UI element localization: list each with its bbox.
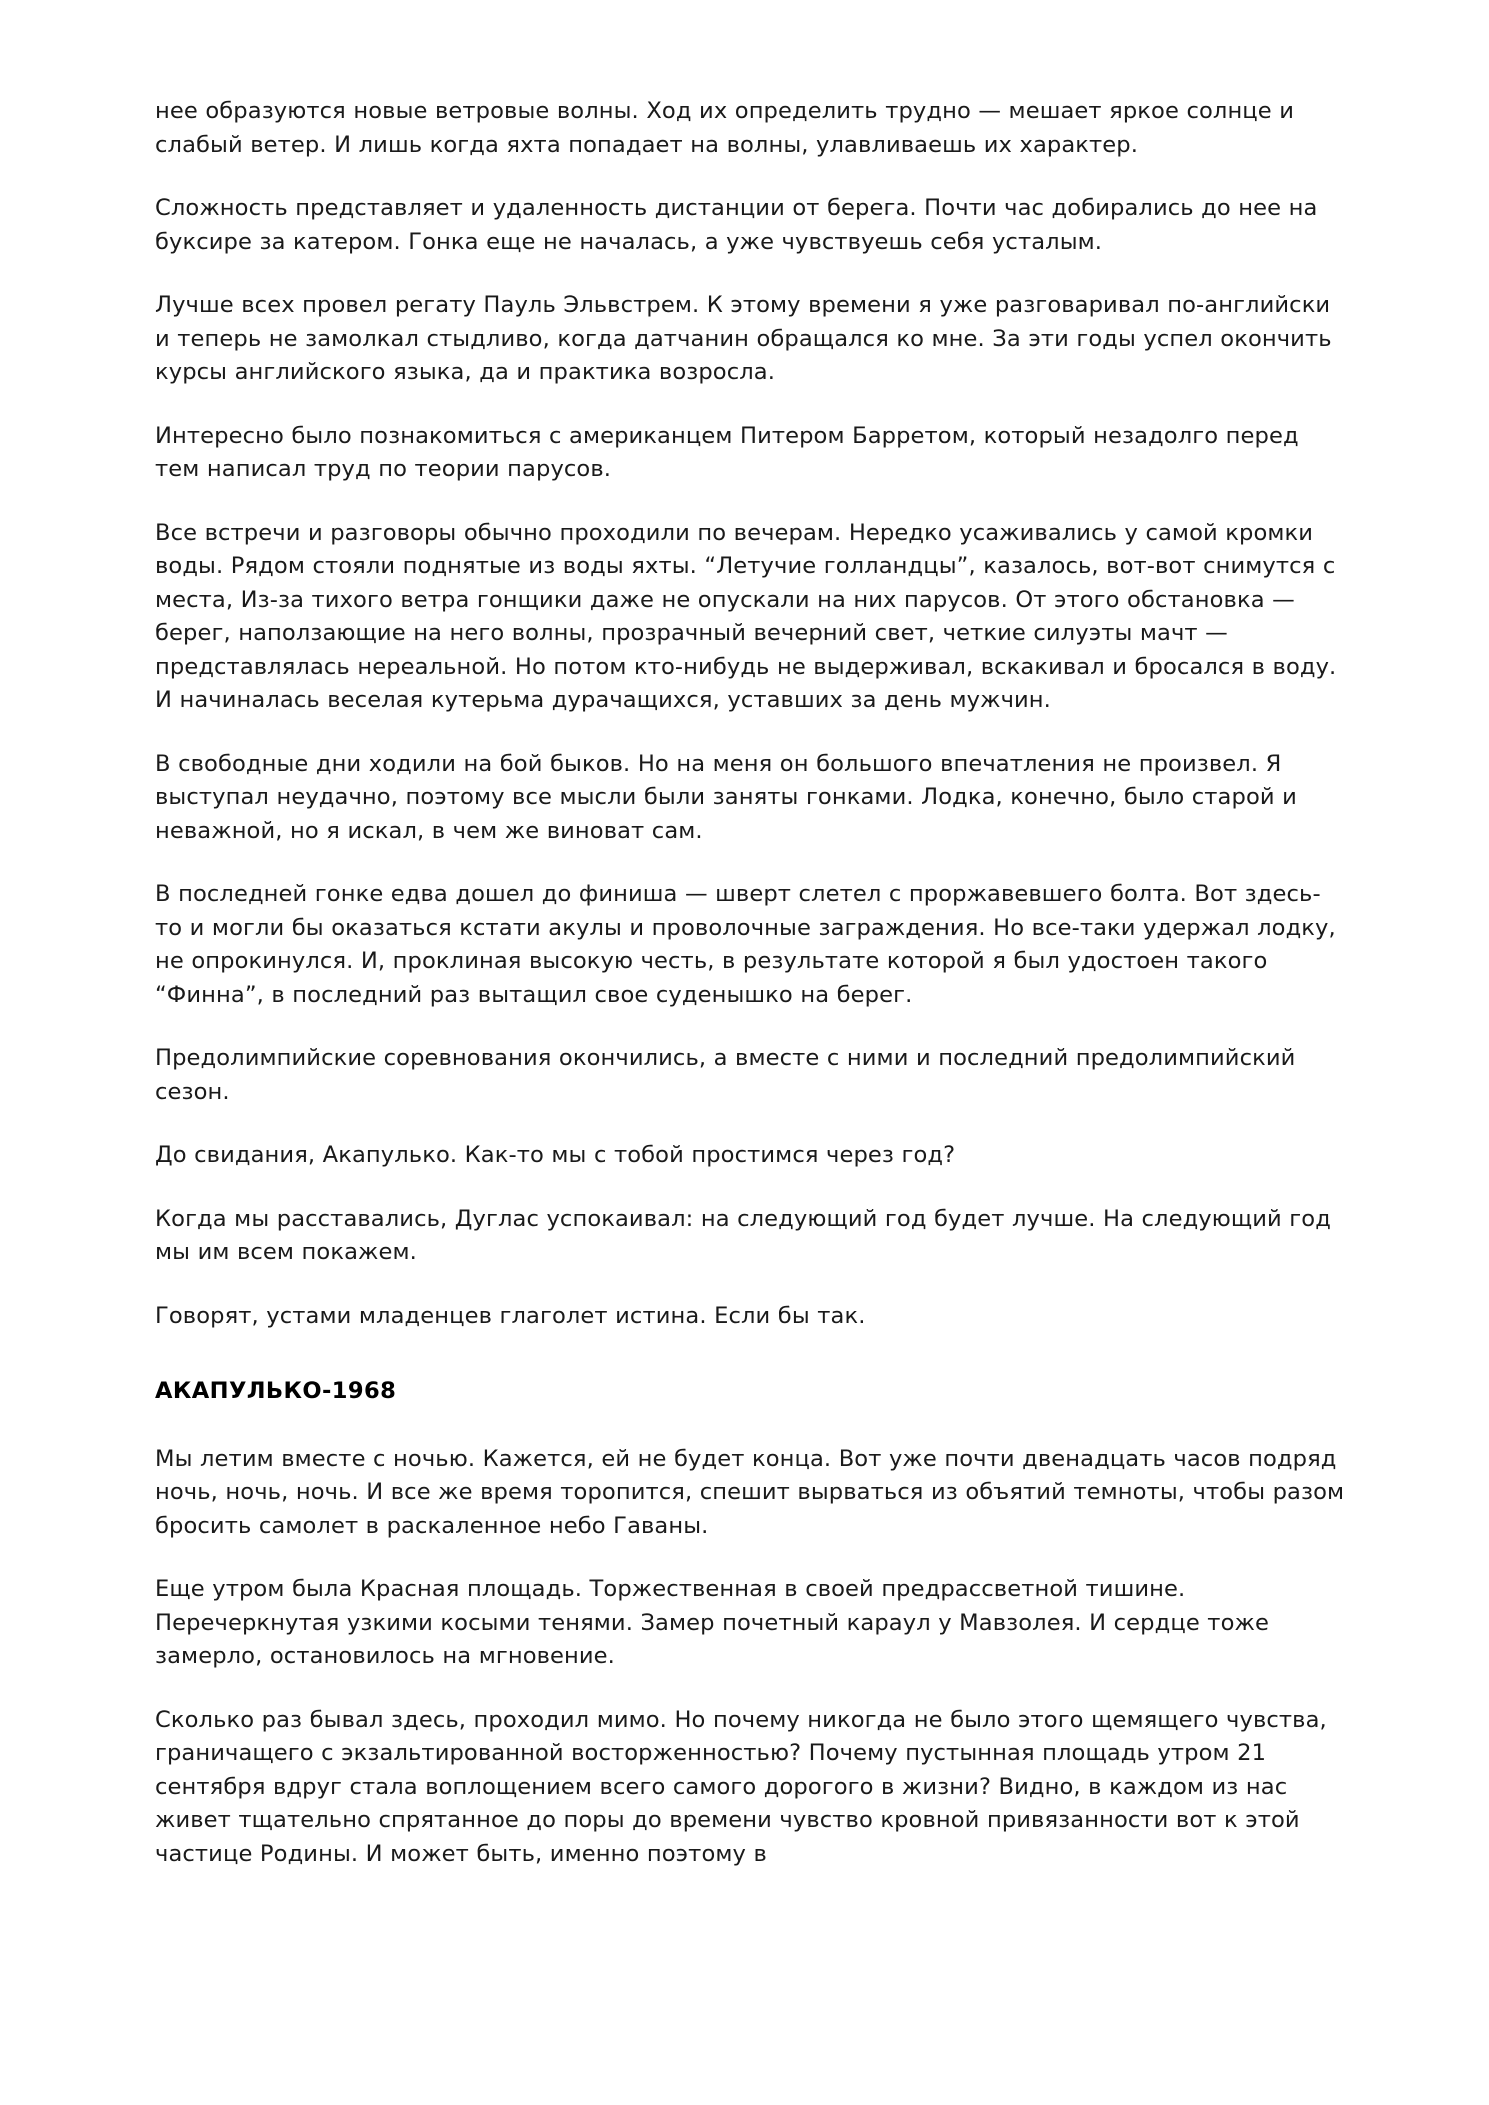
paragraph: Когда мы расставались, Дуглас успокаивал: на следующий год будет лучше. На следующий год мы им всем покажем. [155, 1205, 1331, 1265]
paragraph: нее образуются новые ветровые волны. Ход их определить трудно — мешает яркое солнце и слабый ветер. И лишь когда яхта попадает на волны, улавливаешь их характер. [155, 98, 1295, 158]
text-column [155, 95, 1347, 1871]
paragraph: В свободные дни ходили на бой быков. Но на меня он большого впечатления не произвел. Я выступал неудачно, поэтому все мысли были заняты гонками. Лодка, конечно, было старой и неважной, но я искал, в чем же виноват сам. [155, 750, 1297, 844]
paragraph: Все встречи и разговоры обычно проходили по вечерам. Нередко усаживались у самой кромки воды. Рядом стояли поднятые из воды яхты. “Летучие голландцы”, казалось, вот-вот снимутся с места, Из-за тихого ветра гонщики даже не опускали на них парусов. От этого обстановка — берег, наползающие на него волны, прозрачный вечерний свет, четкие силуэты мачт — представлялась нереальной. Но потом кто-нибудь не выдерживал, вскакивал и бросался в воду. И начиналась веселая кутерьма дурачащихся, уставших за день мужчин. [155, 519, 1337, 713]
section-heading: АКАПУЛЬКО-1968 [155, 1378, 397, 1404]
heading-spacer [155, 1363, 1347, 1375]
paragraph: Сколько раз бывал здесь, проходил мимо. Но почему никогда не было этого щемящего чувства, граничащего с экзальтированной восторженностью? Почему пустынная площадь утром 21 сентября вдруг стала воплощением всего самого дорогого в жизни? Видно, в каждом из нас живет тщательно спрятанное до поры до времени чувство кровной привязанности вот к этой частице Родины. И может быть, именно поэтому в [155, 1706, 1327, 1867]
paragraph: Говорят, устами младенцев глаголет истина. Если бы так. [155, 1302, 866, 1329]
paragraph: До свидания, Акапулько. Как-то мы с тобой простимся через год? [155, 1142, 956, 1168]
paragraph: Сложность представляет и удаленность дистанции от берега. Почти час добирались до нее на буксире за катером. Гонка еще не началась, а уже чувствуешь себя усталым. [155, 195, 1318, 255]
paragraph: Мы летим вместе с ночью. Кажется, ей не будет конца. Вот уже почти двенадцать часов подряд ночь, ночь, ночь. И все же время торопится, спешит вырваться из объятий темноты, чтобы разом бросить самолет в раскаленное небо Гаваны. [155, 1445, 1345, 1539]
paragraph: В последней гонке едва дошел до финиша — шверт слетел с проржавевшего болта. Вот здесь-то и могли бы оказаться кстати акулы и проволочные заграждения. Но все-таки удержал лодку, не опрокинулся. И, проклиная высокую честь, в результате которой я был удостоен такого “Финна”, в последний раз вытащил свое суденышко на берег. [155, 881, 1336, 1008]
paragraph: Лучше всех провел регату Пауль Эльвстрем. К этому времени я уже разговаривал по-английски и теперь не замолкал стыдливо, когда датчанин обращался ко мне. За эти годы успел окончить курсы английского языка, да и практика возросла. [155, 292, 1332, 385]
paragraph: Предолимпийские соревнования окончились, а вместе с ними и последний предолимпийский сезон. [155, 1045, 1296, 1105]
paragraph: Интересно было познакомиться с американцем Питером Барретом, который незадолго перед тем написал труд по теории парусов. [155, 422, 1299, 482]
paragraph: Еще утром была Красная площадь. Торжественная в своей предрассветной тишине. Перечеркнутая узкими косыми тенями. Замер почетный караул у Мавзолея. И сердце тоже замерло, остановилось на мгновение. [155, 1576, 1269, 1669]
